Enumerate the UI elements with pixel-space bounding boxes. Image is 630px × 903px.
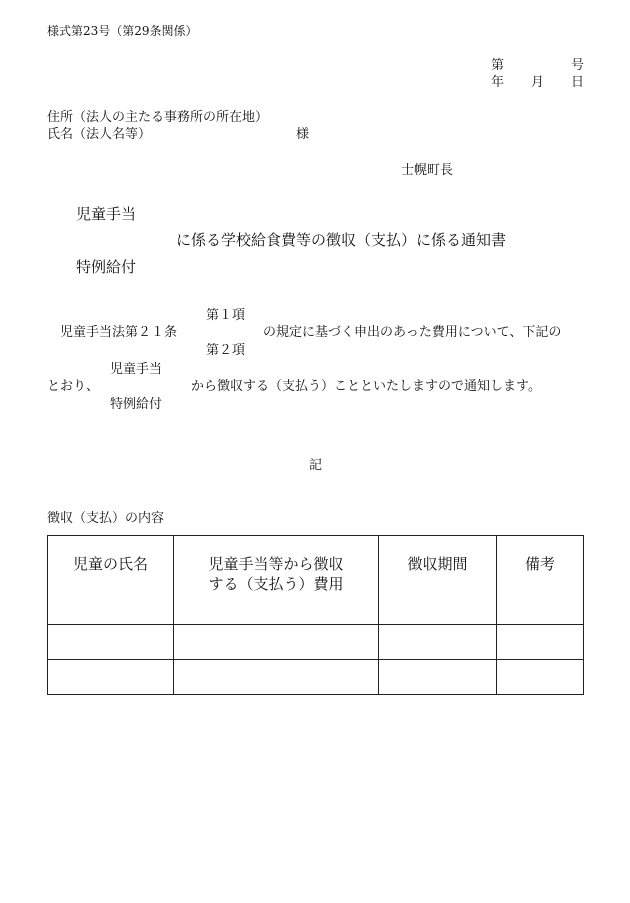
table-cell bbox=[379, 660, 497, 695]
form-number-label: 様式第23号（第29条関係） bbox=[47, 24, 198, 38]
date-day-label: 日 bbox=[571, 75, 585, 90]
table-title: 徴収（支払）の内容 bbox=[47, 511, 165, 526]
table-row bbox=[48, 625, 584, 660]
date-month-label: 月 bbox=[531, 75, 545, 90]
recipient-honorific: 様 bbox=[296, 127, 310, 142]
date-year-label: 年 bbox=[491, 75, 505, 90]
header-remarks: 備考 bbox=[497, 536, 584, 625]
header-collection-period: 徴収期間 bbox=[379, 536, 497, 625]
title-option-child-allowance: 児童手当 bbox=[76, 205, 137, 223]
body-text-line-1: の規定に基づく申出のあった費用について、下記の bbox=[263, 325, 562, 340]
table-cell bbox=[174, 660, 379, 695]
law-reference: 児童手当法第２１条 bbox=[60, 325, 178, 340]
body-text-line-2: から徴収する（支払う）ことといたしますので通知します。 bbox=[191, 379, 541, 394]
document-number-prefix: 第 bbox=[491, 58, 505, 73]
table-cell bbox=[48, 660, 174, 695]
clause-option-1: 第１項 bbox=[206, 308, 246, 323]
table-cell bbox=[379, 625, 497, 660]
table-cell bbox=[48, 625, 174, 660]
table-cell bbox=[497, 625, 584, 660]
table-row bbox=[48, 660, 584, 695]
table-header-row bbox=[48, 536, 584, 625]
table-cell bbox=[174, 625, 379, 660]
body-option-special-benefit: 特例給付 bbox=[110, 397, 163, 412]
issuer-name: 士幌町長 bbox=[401, 163, 454, 178]
document-number-suffix: 号 bbox=[571, 58, 585, 73]
header-collection-cost: 児童手当等から徴収 する（支払う）費用 bbox=[174, 536, 379, 625]
body-text-line-2-prefix: とおり、 bbox=[47, 379, 100, 394]
ki-heading: 記 bbox=[309, 458, 323, 473]
clause-option-2: 第２項 bbox=[206, 343, 246, 358]
header-child-name: 児童の氏名 bbox=[48, 536, 174, 625]
collection-content-table bbox=[47, 535, 584, 695]
title-option-special-benefit: 特例給付 bbox=[76, 258, 137, 276]
recipient-address-label: 住所（法人の主たる事務所の所在地） bbox=[47, 110, 269, 125]
recipient-name-label: 氏名（法人名等） bbox=[47, 127, 152, 142]
document-title: に係る学校給食費等の徴収（支払）に係る通知書 bbox=[176, 231, 507, 249]
table-cell bbox=[497, 660, 584, 695]
body-option-child-allowance: 児童手当 bbox=[110, 362, 163, 377]
